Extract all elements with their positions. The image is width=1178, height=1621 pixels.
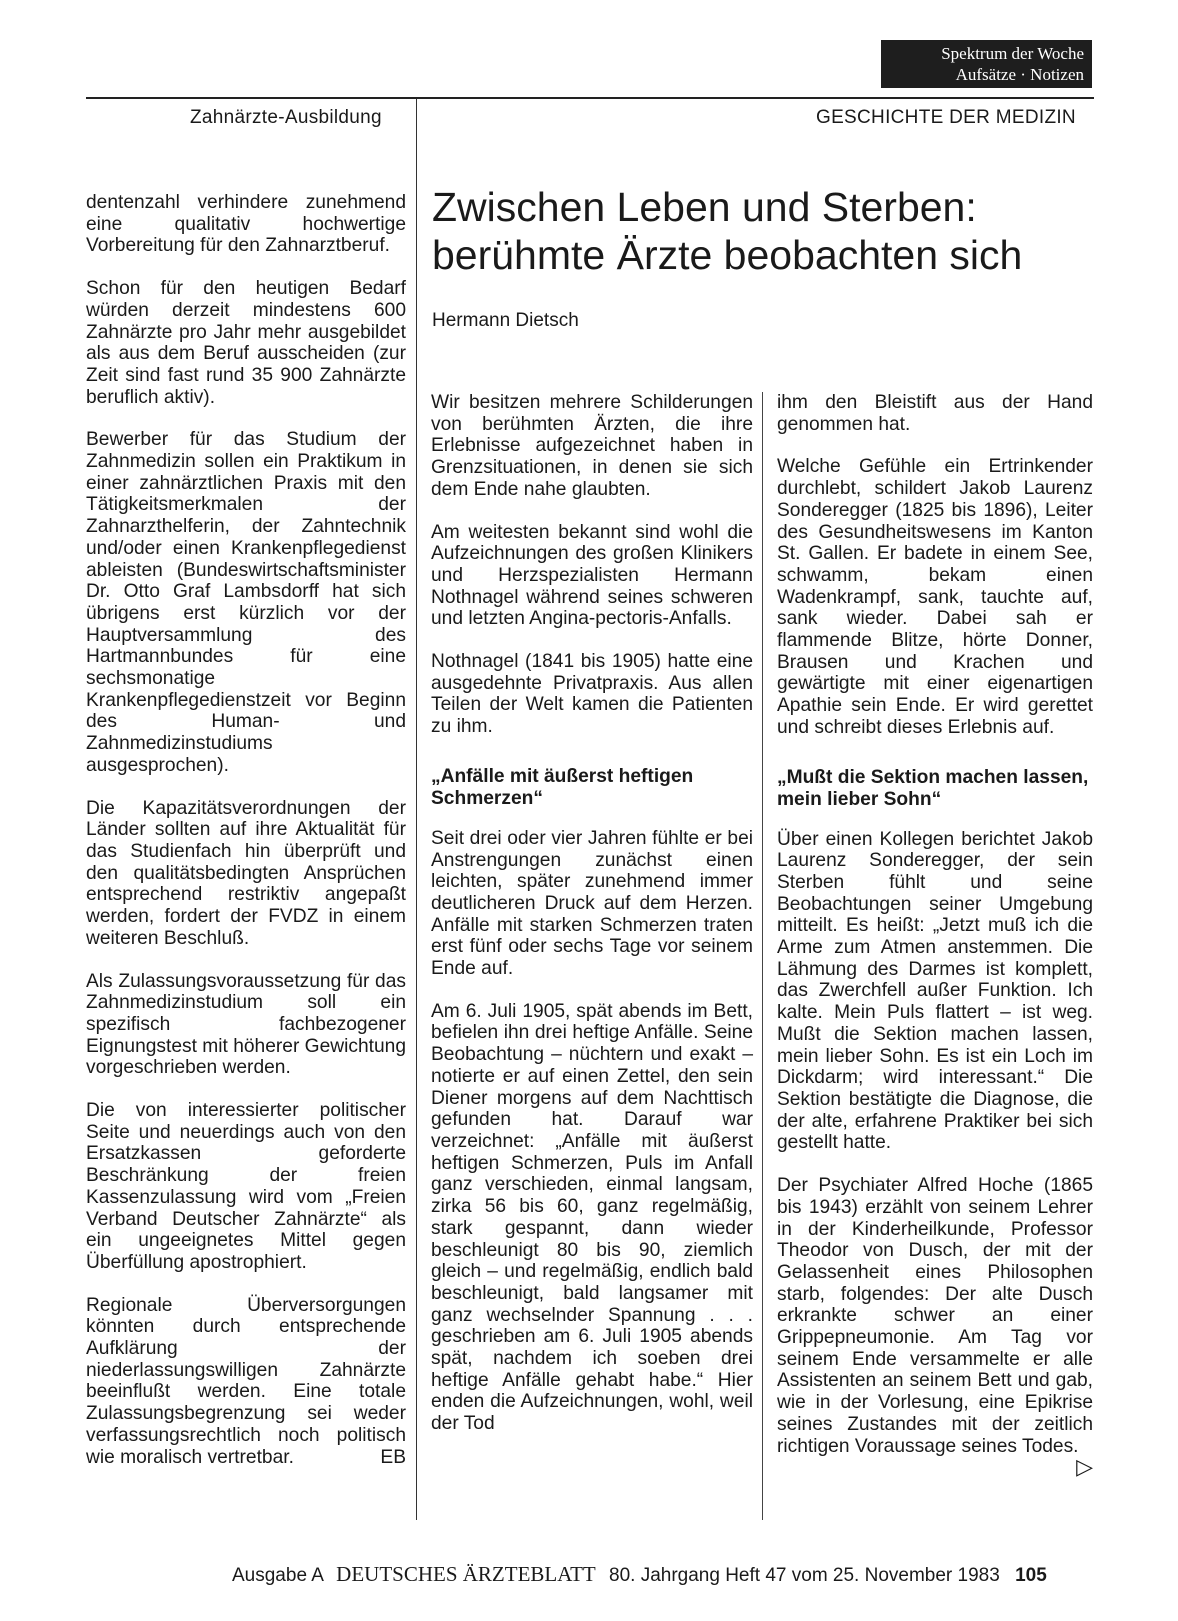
paragraph: ihm den Bleistift aus der Hand genommen hat. [777, 392, 1093, 435]
column-divider-article [762, 392, 763, 1520]
paragraph-text: Regionale Überversorgungen könnten durch entsprechende Aufklärung der niederlassungswilligen Zahnärzte beeinflußt werden. Eine totale Zulassungsbegrenzung sei weder verfassungsrechtlich noch politisch wie moralisch vertretbar. [86, 1294, 406, 1468]
paragraph: dentenzahl verhindere zunehmend eine qualitativ hochwertige Vorbereitung für den Zahnarztberuf. [86, 192, 406, 257]
footer-magazine: DEUTSCHES ÄRZTEBLATT [336, 1562, 596, 1586]
article-author: Hermann Dietsch [432, 310, 579, 331]
footer-edition: Ausgabe A [232, 1565, 323, 1586]
author-signature: EB [380, 1446, 406, 1468]
end-of-article-icon: ▷ [1076, 1454, 1093, 1480]
badge-line-1: Spektrum der Woche [941, 44, 1084, 63]
paragraph: Schon für den heutigen Bedarf würden derzeit mindestens 600 Zahnärzte pro Jahr mehr ausgebildet als aus dem Beruf ausscheiden (zur Zeit sind fast rund 35 900 Zahnärzte beruflich aktiv). [86, 278, 406, 408]
page-number: 105 [1015, 1565, 1047, 1586]
paragraph: Als Zulassungsvoraussetzung für das Zahnmedizinstudium soll ein spezifisch fachbezogener Eignungstest mit höherer Gewichtung vorgeschrieben werden. [86, 970, 406, 1079]
paragraph-last [86, 1295, 406, 1469]
paragraph: Über einen Kollegen berichtet Jakob Laurenz Sonderegger, der sein Sterben fühlt und seine Beobachtungen seiner Umgebung mitteilt. Es heißt: „Jetzt muß ich die Arme zum Atmen anstemmen. Die Lähmung des Darmes ist komplett, das Zwerchfell außer Funktion. Ich kalte. Mein Puls flattert – ist weg. Mußt die Sektion machen lassen, mein lieber Sohn. Es ist ein Loch im Dickdarm; wird interessant.“ Die Sektion bestätigte die Diagnose, die der alte, erfahrene Praktiker bei sich gestellt hatte. [777, 828, 1093, 1154]
paragraph: Welche Gefühle ein Ertrinkender durchlebt, schildert Jakob Laurenz Sonderegger (1825 bis 1896), Leiter des Gesundheitswesens im Kanton St. Gallen. Er badete in einem See, schwamm, bekam einen Wadenkrampf, sank, tauchte auf, sank wieder. Dabei sah er flammende Blitze, hörte Donner, Brausen und Krachen und gewärtigte mit einer eigenartigen Apathie sein Ende. Er wird gerettet und schreibt dieses Erlebnis auf. [777, 456, 1093, 738]
subheading: „Anfälle mit äußerst heftigen Schmerzen“ [431, 765, 694, 809]
paragraph: Bewerber für das Studium der Zahnmedizin sollen ein Praktikum in einer zahnärztlichen Praxis mit den Tätigkeitsmerkmalen der Zahnarzthelferin, der Zahntechnik und/oder einen Krankenpflegedienst ableisten (Bundeswirtschaftsminister Dr. Otto Graf Lambsdorff hat sich übrigens erst kürzlich vor der Hauptversammlung des Hartmannbundes für eine sechsmonatige Krankenpflegedienstzeit vor Beginn des Human- und Zahnmedizinstudiums ausgesprochen). [86, 429, 406, 776]
badge-line-2: Aufsätze · Notizen [955, 65, 1084, 84]
title-line-2: berühmte Ärzte beobachten sich [432, 232, 1023, 278]
paragraph: Nothnagel (1841 bis 1905) hatte eine ausgedehnte Privatpraxis. Aus allen Teilen der Welt kamen die Patienten zu ihm. [431, 651, 753, 738]
column-divider-main [416, 99, 417, 1520]
middle-column [431, 392, 753, 1456]
paragraph-last [777, 1175, 1093, 1480]
footer-issue: 80. Jahrgang Heft 47 vom 25. November 1983 [609, 1565, 1000, 1586]
subheading: „Mußt die Sektion machen lassen, mein lieber Sohn“ [777, 766, 1089, 810]
paragraph: Am 6. Juli 1905, spät abends im Bett, befielen ihn drei heftige Anfälle. Seine Beobachtung – nüchtern und exakt – notierte er auf einen Zettel, den sein Diener morgens auf dem Nachttisch gefunden hat. Darauf war verzeichnet: „Anfälle mit äußerst heftigen Schmerzen, Puls im Anfall ganz verschieden, einmal langsam, zirka 56 bis 60, ganz regelmäßig, stark gespannt, dann wieder beschleunigt 80 bis 90, ziemlich gleich – und regelmäßig, endlich bald beschleunigt, bald langsamer mit ganz wechselnder Spannung . . . geschrieben am 6. Juli 1905 abends spät, nachdem ich soeben drei heftige Anfälle gehabt habe.“ Hier enden die Aufzeichnungen, wohl, weil der Tod [431, 1000, 753, 1435]
header-rule [86, 97, 1094, 99]
right-section-label: GESCHICHTE DER MEDIZIN [816, 107, 1076, 128]
paragraph: Die von interessierter politischer Seite und neuerdings auch von den Ersatzkassen geforderte Beschränkung der freien Kassenzulassung wird vom „Freien Verband Deutscher Zahnärzte“ als ein ungeeignetes Mittel gegen Überfüllung apostrophiert. [86, 1100, 406, 1273]
left-section-label: Zahnärzte-Ausbildung [190, 107, 382, 128]
paragraph: Seit drei oder vier Jahren fühlte er bei Anstrengungen zunächst einen leichten, später zunehmend immer deutlicheren Druck auf dem Herzen. Anfälle mit starken Schmerzen traten erst fünf oder sechs Tage vor seinem Ende auf. [431, 827, 753, 980]
article-title [432, 183, 1092, 279]
title-line-1: Zwischen Leben und Sterben: [432, 184, 977, 230]
section-badge [881, 40, 1092, 88]
paragraph: Wir besitzen mehrere Schilderungen von berühmten Ärzten, die ihre Erlebnisse aufgezeichnet haben in Grenzsituationen, in denen sie sich dem Ende nahe glaubten. [431, 392, 753, 500]
page-footer [232, 1562, 1047, 1587]
left-column [86, 192, 406, 1489]
paragraph: Am weitesten bekannt sind wohl die Aufzeichnungen des großen Klinikers und Herzspezialisten Hermann Nothnagel während seines schweren und letzten Angina-pectoris-Anfalls. [431, 521, 753, 630]
right-column [777, 392, 1093, 1478]
paragraph-text: Der Psychiater Alfred Hoche (1865 bis 1943) erzählt von seinem Lehrer in der Kinderheilkunde, Professor Theodor von Dusch, der mit der Gelassenheit eines Philosophen starb, folgendes: Der alte Dusch erkrankte schwer an einer Grippepneumonie. Am Tag vor seinem Ende versammelte er alle Assistenten an seinem Bett und gab, wie in der Vorlesung, eine Epikrise seines Zustandes mit der zeitlich richtigen Voraussage seines Todes. [777, 1175, 1093, 1457]
paragraph: Die Kapazitätsverordnungen der Länder sollten auf ihre Aktualität für das Studienfach hin überprüft und den qualitätsbedingten Ansprüchen entsprechend restriktiv angepaßt werden, fordert der FVDZ in einem weiteren Beschluß. [86, 797, 406, 949]
